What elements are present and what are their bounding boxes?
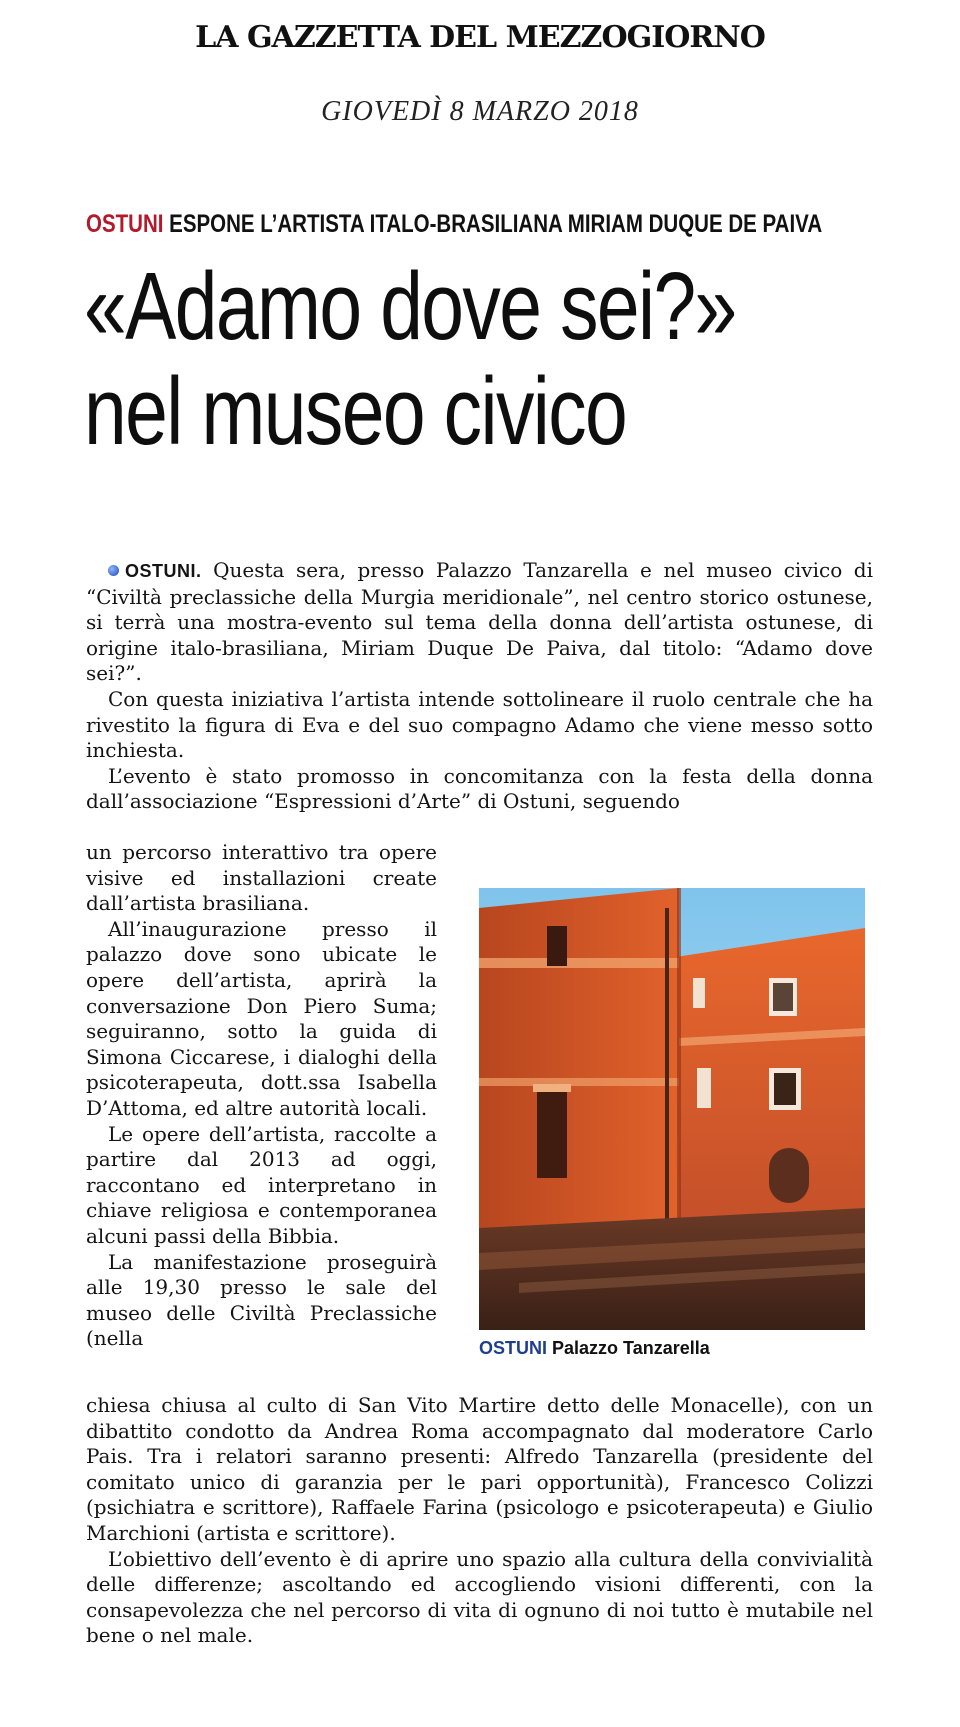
article-body-column xyxy=(86,840,437,1352)
caption-text: Palazzo Tanzarella xyxy=(552,1338,710,1358)
caption-place: OSTUNI xyxy=(479,1338,548,1358)
paragraph-7: L’obiettivo dell’evento è di aprire uno spazio alla cultura della convivialità delle differenze; ascoltando ed accogliendo visioni differenti, con la consapevolezza che nel percorso di vita di ognuno di noi tutto è mutabile nel bene o nel male. xyxy=(86,1546,873,1648)
issue-date: GIOVEDÌ 8 MARZO 2018 xyxy=(321,96,639,127)
headline-line-1: «Adamo dove sei?» xyxy=(84,253,736,360)
kicker-text: ESPONE L’ARTISTA ITALO-BRASILIANA MIRIAM DUQUE DE PAIVA xyxy=(169,210,823,238)
photo-caption xyxy=(479,1338,710,1359)
article-body-top xyxy=(86,558,873,815)
kicker-place: OSTUNI xyxy=(86,210,164,238)
paragraph-5: Le opere dell’artista, raccolte a partire dal 2013 ad oggi, raccontano ed interpretano in chiave religiosa e contemporanea alcuni passi della Bibbia. xyxy=(86,1121,437,1248)
dateline: OSTUNI. xyxy=(125,561,202,581)
headline-line-2: nel museo civico xyxy=(84,357,627,465)
paragraph-2: Con questa iniziativa l’artista intende sottolineare il ruolo centrale che ha rivestito la figura di Eva e del suo compagno Adamo che viene messo sotto inchiesta. xyxy=(86,686,873,763)
article-kicker xyxy=(86,210,822,239)
article-headline xyxy=(84,255,736,464)
paragraph-1: OSTUNI. Questa sera, presso Palazzo Tanzarella e nel museo civico di “Civiltà preclassiche della Murgia meridionale”, nel centro storico ostunese, si terrà una mostra-evento sul tema della donna dell’artista ostunese, di origine italo-brasiliana, Miriam Duque De Paiva, dal titolo: “Adamo dove sei?”. xyxy=(86,558,873,686)
paragraph-3a: L’evento è stato promosso in concomitanza con la festa della donna dall’associazione “Espressioni d’Arte” di Ostuni, seguendo xyxy=(86,763,873,814)
paragraph-4: All’inaugurazione presso il palazzo dove sono ubicate le opere dell’artista, aprirà la conversazione Don Piero Suma; seguiranno, sotto la guida di Simona Ciccarese, i dialoghi della psicoterapeuta, dott.ssa Isabella D’Attoma, ed altre autorità locali. xyxy=(86,916,437,1120)
bullet-dot-icon xyxy=(108,565,119,576)
palazzo-tanzarella-photo xyxy=(479,888,865,1330)
paragraph-6a: La manifestazione proseguirà alle 19,30 presso le sale del museo delle Civiltà Preclassiche (nella xyxy=(86,1249,437,1351)
newspaper-masthead: LA GAZZETTA DEL MEZZOGIORNO xyxy=(195,20,765,55)
paragraph-6b: chiesa chiusa al culto di San Vito Martire detto delle Monacelle), con un dibattito condotto da Andrea Roma accompagnato dal moderatore Carlo Pais. Tra i relatori saranno presenti: Alfredo Tanzarella (presidente del comitato unico di garanzia per le pari opportunità), Francesco Colizzi (psichiatra e scrittore), Raffaele Farina (psicologo e psicoterapeuta) e Giulio Marchioni (artista e scrittore). xyxy=(86,1393,873,1545)
paragraph-3b: un percorso interattivo tra opere visive ed installazioni create dall’artista brasiliana. xyxy=(86,840,437,916)
article-body-bottom xyxy=(86,1393,873,1649)
